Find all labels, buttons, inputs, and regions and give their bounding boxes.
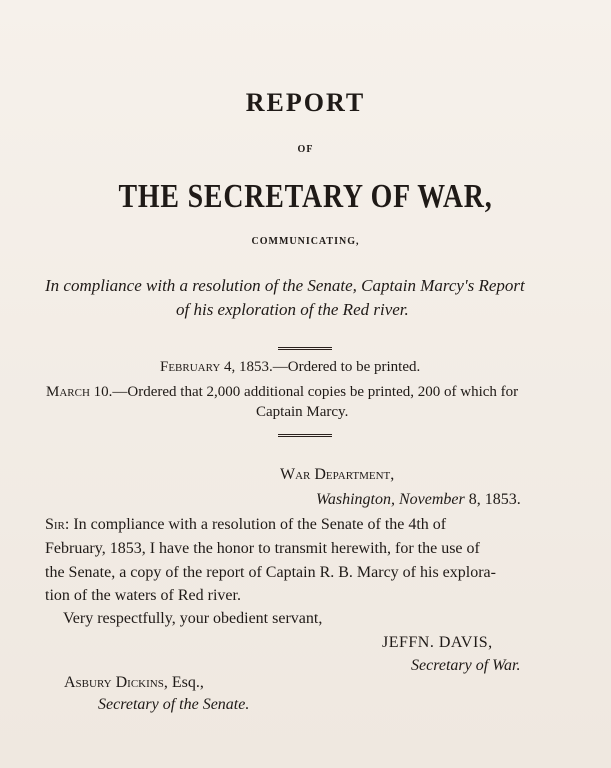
letter-line-3: the Senate, a copy of the report of Captain R. B. Marcy of his explora- — [45, 564, 496, 581]
order-march-text: 10.—Ordered that 2,000 additional copies be printed, 200 of which for — [89, 384, 519, 400]
salutation-sir: Sir — [45, 516, 65, 533]
addressee — [64, 674, 204, 692]
letter-line-2: February, 1853, I have the honor to transmit herewith, for the use of — [45, 540, 480, 557]
letter-month: November — [398, 491, 465, 508]
order-march-continuation: Captain Marcy. — [256, 404, 349, 420]
letter-line-1-rest: : In compliance with a resolution of the Senate of the 4th of — [64, 516, 447, 533]
signer-name: JEFFN. DAVIS, — [382, 634, 493, 651]
subtitle-line-1: In compliance with a resolution of the Senate, Captain Marcy's Report — [45, 276, 525, 295]
letter-closing: Very respectfully, your obedient servant, — [63, 610, 323, 627]
double-rule-bottom — [278, 434, 332, 437]
letter-line-1 — [45, 516, 446, 534]
letter-dateline — [316, 491, 521, 509]
letter-place: Washington, — [316, 491, 395, 508]
signer-title: Secretary of War. — [411, 657, 521, 674]
order-february — [160, 359, 420, 376]
document-title: THE SECRETARY OF WAR, — [118, 178, 493, 215]
addressee-suffix: , Esq., — [163, 674, 204, 691]
order-february-date: February — [160, 359, 221, 375]
order-march-date: March — [46, 384, 90, 400]
report-heading: REPORT — [245, 88, 366, 117]
letter-department: War Department, — [280, 466, 395, 483]
addressee-title: Secretary of the Senate. — [98, 696, 250, 713]
subtitle-line-2: of his exploration of the Red river. — [176, 300, 409, 319]
addressee-name: Asbury Dickins — [64, 674, 164, 691]
letter-line-4: tion of the waters of Red river. — [45, 587, 241, 604]
double-rule-top — [278, 347, 332, 350]
order-march — [46, 384, 518, 401]
of-label: OF — [297, 144, 314, 155]
order-february-text: 4, 1853.—Ordered to be printed. — [220, 359, 421, 375]
letter-date-rest: 8, 1853. — [464, 491, 521, 508]
communicating-label: COMMUNICATING, — [251, 236, 360, 247]
